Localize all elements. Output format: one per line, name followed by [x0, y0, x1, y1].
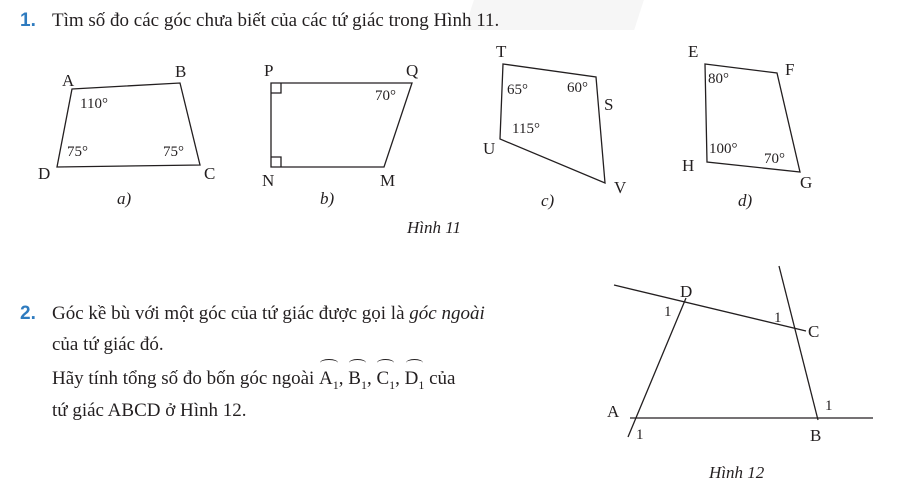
- vertex-label-d-G: G: [800, 173, 813, 192]
- angle-label-b-Q: 70°: [375, 88, 396, 104]
- vertex-label-c-T: T: [496, 42, 507, 61]
- line-ad-extended: [628, 298, 686, 437]
- vertex-label-d-E: E: [688, 42, 699, 61]
- right-angle-mark-p: [271, 83, 281, 93]
- figure-11-caption: Hình 11: [407, 218, 461, 237]
- vertex-label-b-N: N: [262, 171, 275, 190]
- angle-symbol-C1: $C_1$: [376, 364, 395, 400]
- angle-label-d-G: 70°: [764, 151, 785, 167]
- term-exterior-angle: góc ngoài: [409, 303, 485, 324]
- angle-label-a-C: 75°: [163, 144, 184, 160]
- figure-label-d: d): [738, 191, 753, 210]
- vertex-label-a-C: C: [204, 164, 216, 183]
- separator: ,: [338, 368, 349, 389]
- vertex-label-a-D: D: [38, 164, 51, 183]
- vertex-label-d-F: F: [785, 60, 795, 79]
- vertex-label-b-Q: Q: [406, 61, 419, 80]
- vertex-label-c-U: U: [483, 139, 496, 158]
- exercise-1-text: Tìm số đo các góc chưa biết của các tứ giác trong Hình 11.: [52, 10, 500, 31]
- angle-label-c-T: 65°: [507, 82, 528, 98]
- vertex-label-12-A: A: [607, 402, 620, 421]
- exercise-2-line-3: [52, 364, 456, 400]
- exterior-mark-D: 1: [664, 304, 672, 320]
- vertex-label-a-B: B: [175, 62, 187, 81]
- angle-symbol-A1: $A_1$: [319, 364, 339, 400]
- exterior-mark-C: 1: [774, 310, 782, 326]
- exercise-1-number: 1.: [20, 10, 36, 31]
- vertex-label-c-S: S: [604, 95, 614, 114]
- right-angle-mark-n: [271, 157, 281, 167]
- angle-label-d-E: 80°: [708, 71, 729, 87]
- figure-12-caption: Hình 12: [709, 463, 765, 482]
- vertex-label-12-D: D: [680, 282, 693, 301]
- exercise-2-line-1-text: Góc kề bù với một góc của tứ giác được gọi là: [52, 303, 410, 324]
- exercise-2-number: 2.: [20, 303, 36, 324]
- separator: ,: [395, 368, 405, 389]
- vertex-label-d-H: H: [682, 156, 695, 175]
- exterior-mark-A: 1: [636, 427, 644, 443]
- figure-label-b: b): [320, 189, 335, 208]
- exercise-2-line-4: tứ giác ABCD ở Hình 12.: [52, 400, 247, 421]
- angle-label-a-D: 75°: [67, 144, 88, 160]
- exercise-2-line-3-end: của: [424, 368, 456, 389]
- vertex-label-12-C: C: [808, 322, 820, 341]
- exterior-mark-B: 1: [825, 398, 833, 414]
- angle-symbol-D1: $D_1$: [405, 364, 425, 400]
- vertex-label-c-V: V: [614, 178, 627, 197]
- angle-label-c-S: 60°: [567, 80, 588, 96]
- separator: ,: [366, 368, 377, 389]
- vertex-label-a-A: A: [62, 71, 75, 90]
- exercise-2-line-1: [52, 299, 485, 328]
- vertex-label-b-P: P: [264, 61, 274, 80]
- exercise-2-line-3-text: Hãy tính tổng số đo bốn góc ngoài: [52, 368, 320, 389]
- line-cb-extended: [779, 266, 818, 420]
- figure-label-a: a): [117, 189, 132, 208]
- vertex-label-b-M: M: [380, 171, 396, 190]
- angle-label-c-U: 115°: [512, 121, 540, 137]
- vertex-label-12-B: B: [810, 426, 822, 445]
- figure-label-c: c): [541, 191, 555, 210]
- angle-label-a-A: 110°: [80, 96, 108, 112]
- exercise-2-line-2: của tứ giác đó.: [52, 334, 164, 355]
- angle-label-d-H: 100°: [709, 141, 738, 157]
- angle-symbol-B1: $B_1$: [348, 364, 367, 400]
